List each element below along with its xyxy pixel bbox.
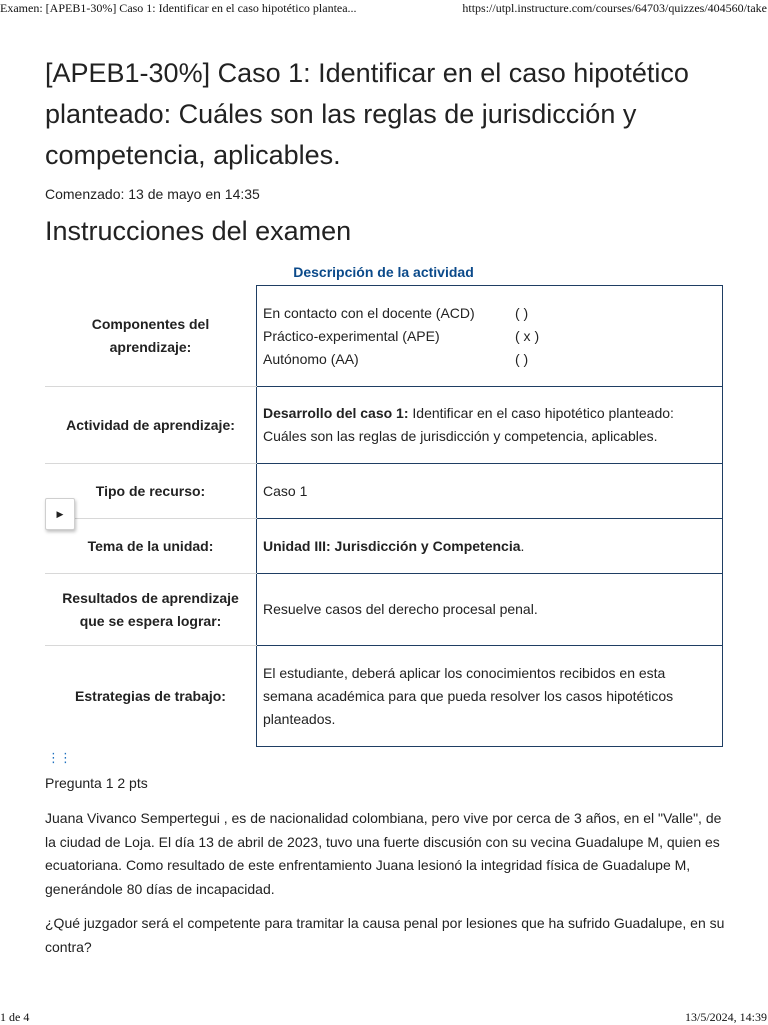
instructions-heading: Instrucciones del examen <box>45 216 352 246</box>
started-timestamp: Comenzado: 13 de mayo en 14:35 <box>45 186 260 202</box>
components-value <box>257 286 723 387</box>
unit-value-bold: Unidad III: Jurisdicción y Competencia <box>263 537 521 554</box>
activity-caption <box>45 264 722 280</box>
component-item <box>263 348 716 371</box>
unit-value-suffix: . <box>520 537 525 554</box>
table-row <box>45 387 723 464</box>
components-label: Componentes del aprendizaje: <box>45 286 257 387</box>
component-mark: ( x ) <box>515 327 540 344</box>
print-footer-page: 1 de 4 <box>0 1010 30 1024</box>
activity-table <box>45 285 723 747</box>
resource-value: Caso 1 <box>257 464 723 519</box>
print-header-title: Examen: [APEB1-30%] Caso 1: Identificar en el caso hipotético plantea... <box>0 1 357 15</box>
drag-handle-icon[interactable]: ⋮⋮ <box>47 750 71 765</box>
strategies-value: El estudiante, deberá aplicar los conocimientos recibidos en esta semana académica para que pueda resolver los casos hipotéticos planteados. <box>257 646 723 747</box>
activity-value-text: Identificar en el caso hipotético planteado: Cuáles son las reglas de jurisdicción y competencia, aplicables. <box>263 405 674 444</box>
table-row <box>45 646 723 747</box>
activity-caption-text: Descripción de la actividad <box>293 264 474 280</box>
results-value: Resuelve casos del derecho procesal penal. <box>257 574 723 646</box>
resource-label: Tipo de recurso: <box>45 464 257 519</box>
print-footer-datetime: 13/5/2024, 14:39 <box>684 1010 767 1024</box>
component-mark: ( ) <box>515 350 529 367</box>
component-item <box>263 302 716 325</box>
table-row <box>45 574 723 646</box>
activity-label: Actividad de aprendizaje: <box>45 387 257 464</box>
results-label: Resultados de aprendizaje que se espera lograr: <box>45 574 257 646</box>
component-mark: ( ) <box>515 304 529 321</box>
activity-value <box>257 387 723 464</box>
activity-value-bold: Desarrollo del caso 1: <box>263 405 409 421</box>
unit-label: Tema de la unidad: <box>45 519 257 574</box>
quiz-title: [APEB1-30%] Caso 1: Identificar en el caso hipotético planteado: Cuáles son las reglas de jurisdicción y competencia, aplicables. <box>45 58 689 170</box>
table-row <box>45 519 723 574</box>
unit-value <box>257 519 723 574</box>
table-row <box>45 286 723 387</box>
print-header-url: https://utpl.instructure.com/courses/64703/quizzes/404560/take <box>462 1 767 15</box>
play-button[interactable] <box>45 498 75 530</box>
component-name: Práctico-experimental (APE) <box>263 327 440 344</box>
component-name: En contacto con el docente (ACD) <box>263 304 475 321</box>
question-prompt: ¿Qué juzgador será el competente para tramitar la causa penal por lesiones que ha sufrido Guadalupe, en su contra? <box>45 915 725 955</box>
table-row <box>45 464 723 519</box>
strategies-label: Estrategias de trabajo: <box>75 687 226 704</box>
play-icon: ▶ <box>56 508 64 519</box>
component-name: Autónomo (AA) <box>263 350 359 367</box>
question-text: Juana Vivanco Sempertegui , es de nacionalidad colombiana, pero vive por cerca de 3 años, en el "Valle", de la ciudad de Loja. El día 13 de abril de 2023, tuvo una fuerte discusión con su vecina Guadalupe M, quien es ecuatoriana. Como resultado de este enfrentamiento Juana lesionó la integridad física de Guadalupe M, generándole 80 días de incapacidad. <box>45 810 722 897</box>
question-header: Pregunta 1 2 pts <box>45 775 148 791</box>
component-item <box>263 325 716 348</box>
